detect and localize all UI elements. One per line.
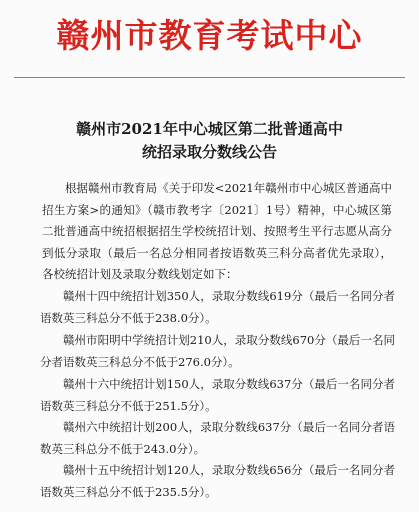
header-divider [14, 77, 405, 78]
school-paragraph: 赣州六中统招计划200人，录取分数线637分（最后一名同分者语数英三科总分不低于243.0分）。 [40, 420, 395, 456]
school-paragraph: 赣州市阳明中学统招计划210人，录取分数线670分（最后一名同分者语数英三科总分不低于276.0分）。 [40, 333, 395, 369]
notice-title-line-1: 赣州市2021年中心城区第二批普通高中 [76, 120, 343, 138]
school-paragraph: 赣州十五中统招计划120人，录取分数线656分（最后一名同分者语数英三科总分不低于235.5分）。 [40, 463, 395, 499]
org-header-title: 赣州市教育考试中心 [56, 16, 363, 55]
school-paragraph: 赣州十四中统招计划350人，录取分数线619分（最后一名同分者语数英三科总分不低于238.0分）。 [40, 289, 395, 325]
notice-title-line-2: 统招录取分数线公告 [141, 143, 277, 161]
intro-paragraph: 根据赣州市教育局《关于印发<2021年赣州市中心城区普通高中招生方案>的通知》（赣市教考字〔2021〕1号）精神，中心城区第二批普通高中统招根据招生学校统招计划、按照考生平行志愿从高分到低分录取（最后一名总分相同者按语数英三科分高者优先录取），各校统招计划及录取分数线划定如下： [42, 181, 392, 281]
school-paragraph: 赣州十六中统招计划150人，录取分数线637分（最后一名同分者语数英三科总分不低于251.5分）。 [40, 377, 395, 413]
